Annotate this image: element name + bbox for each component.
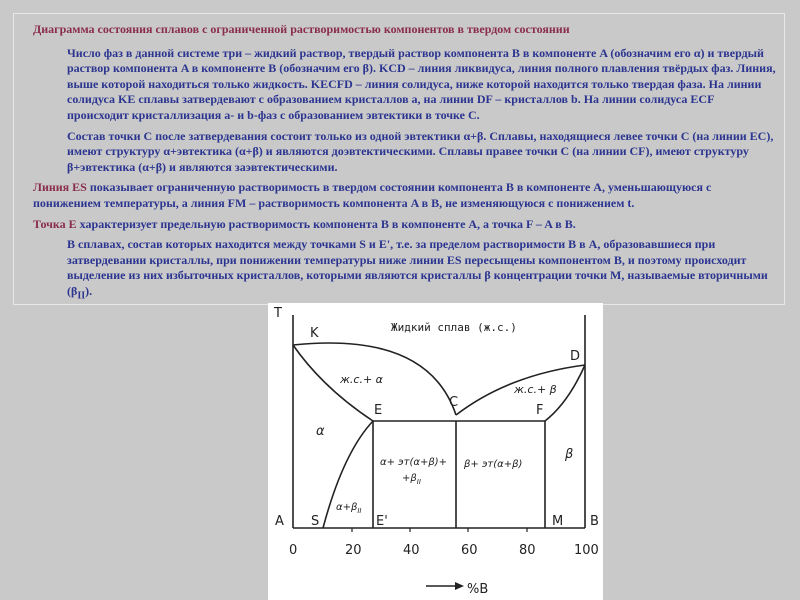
secondary-text: В сплавах, состав которых находится между точками S и E', т.е. за пределом растворимости B в A, образовавшиеся при затвердевании кристаллы, при понижении температуры ниже линии ES пересыщены компонентом B, и поэтому происходит выделение из них избыточных кристаллов, которыми являются кристаллы β концентрации точки M, называемые вторичными (β xyxy=(67,237,768,298)
point-e-text: характеризует предельную растворимость компонента B в компоненте A, а точка F – A в B. xyxy=(79,216,576,231)
point-f-label: F xyxy=(536,403,544,418)
point-c-label: C xyxy=(449,395,459,410)
es-line-label: Линия ES xyxy=(33,180,87,195)
region-hypereutectic: β+ эт(α+β) xyxy=(464,459,523,470)
x-tick-100: 100 xyxy=(574,543,599,558)
paragraph-eutectic: Состав точки C после затвердевания состоит только из одной эвтектики α+β. Сплавы, находящиеся левее точки C (на линии EC), имеют структуру α+эвтектика (α+β) и являются доэвтектическими. Сплавы правее точки C (на линии CF), имеют структуру β+эвтектика (α+β) и являются заэвтектическими. xyxy=(67,128,774,174)
paragraph-point-e xyxy=(33,217,778,233)
x-tick-20: 20 xyxy=(345,543,362,558)
x-tick-40: 40 xyxy=(403,543,420,558)
region-alpha: α xyxy=(316,424,325,439)
point-d-label: D xyxy=(570,349,581,364)
es-line-text: показывает ограниченную растворимость в твердом состоянии компонента B в компоненте A, уменьшающуюся с понижением температуры, а линия FM – растворимость компонента A в B, не изменяющуюся с понижением t. xyxy=(33,180,712,210)
secondary-end: ). xyxy=(85,283,93,298)
point-eprime-label: E' xyxy=(376,514,388,529)
point-a-label: A xyxy=(275,514,284,529)
x-tick-80: 80 xyxy=(519,543,536,558)
paragraph-secondary xyxy=(33,237,778,304)
liquid-region-label: Жидкий сплав (ж.с.) xyxy=(391,321,517,334)
x-tick-0: 0 xyxy=(289,543,298,558)
region-hypoeutectic-line2: $+\beta_{II}$ xyxy=(402,473,421,486)
region-beta: β xyxy=(565,447,574,462)
x-axis-arrow-head-icon xyxy=(455,582,464,590)
slide-title: Диаграмма состояния сплавов с ограниченной растворимостью компонентов в твердом состоянии xyxy=(33,22,570,36)
point-b-label: B xyxy=(590,514,599,529)
region-liquid-beta: ж.с.+ β xyxy=(514,383,557,396)
secondary-sub: II xyxy=(77,290,86,302)
region-alpha-beta2: $\alpha+\beta_{II}$ xyxy=(336,502,362,515)
point-m-label: M xyxy=(552,514,564,529)
paragraph-es-line xyxy=(33,180,778,211)
phase-diagram xyxy=(268,303,603,600)
point-e-label: Точка E xyxy=(33,216,77,231)
phase-diagram-svg xyxy=(268,303,603,600)
x-axis-label: %B xyxy=(467,582,489,597)
region-hypoeutectic-line1: α+ эт(α+β)+ xyxy=(380,457,447,468)
x-tick-60: 60 xyxy=(461,543,478,558)
slide-text xyxy=(33,22,778,309)
region-liquid-alpha: ж.с.+ α xyxy=(340,373,383,386)
t-axis-label: T xyxy=(274,306,282,321)
point-k-label: K xyxy=(310,326,319,341)
point-s-label: S xyxy=(311,514,320,529)
paragraph-phases: Число фаз в данной системе три – жидкий раствор, твердый раствор компонента B в компоненте A (обозначим его α) и твердый раствор компонента A в компоненте B (обозначим его β). KCD – линия ликвидуса, линия полного плавления твёрдых фаз. Линия, выше которой находиться только жидкость. KECFD – линия солидуса, ниже которой находится только твердая фаза. На линии солидуса KE сплавы затвердевают с образованием кристаллов a, на линии DF – кристаллов b. На линии солидуса ECF происходит кристаллизация a- и b-фаз с образованием эвтектики в точке C. xyxy=(67,45,776,122)
point-e-label: E xyxy=(374,403,383,418)
